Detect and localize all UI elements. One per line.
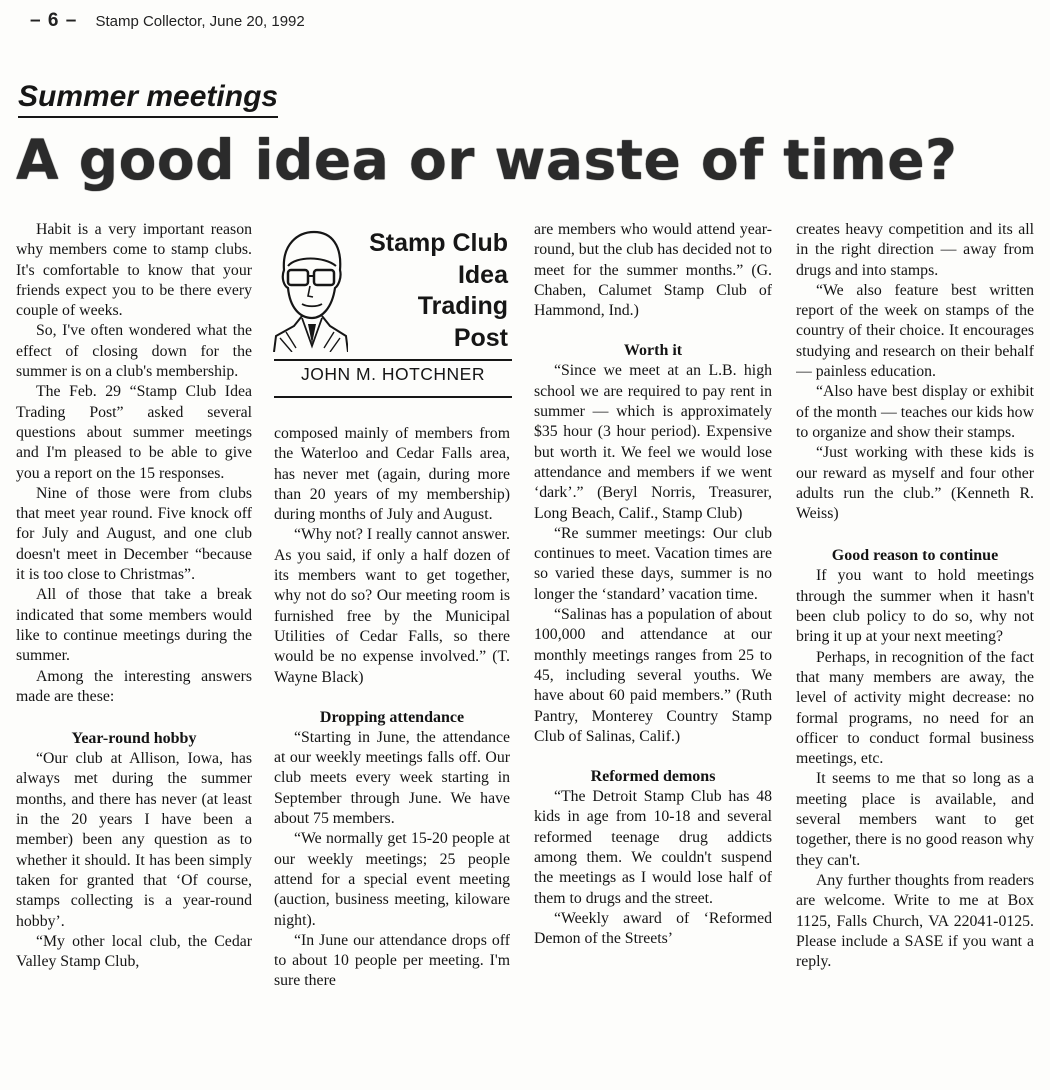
column-logo-title xyxy=(348,228,508,354)
publication-dateline: Stamp Collector, June 20, 1992 xyxy=(95,13,305,30)
paragraph: creates heavy competition and its all in the right direction — away from drugs and into stamps. xyxy=(796,221,1034,279)
article-headline: A good idea or waste of time? xyxy=(16,128,958,192)
article-column-4 xyxy=(796,220,1034,1080)
divider xyxy=(274,396,512,398)
page-header xyxy=(30,10,305,32)
paragraph: Among the interesting answers made are these: xyxy=(16,667,252,705)
article-column-3 xyxy=(534,220,772,1080)
paragraph: “Our club at Allison, Iowa, has always met during the summer months, and there has never (at least in the 20 years I have been a member) been any question as to whether it should. It has been simply taken for granted that ‘Of course, stamps collecting is a year-round hobby’. xyxy=(16,750,252,930)
logo-title-line: Post xyxy=(453,323,508,352)
paragraph: All of those that take a break indicated that some members would like to continue meetings during the summer. xyxy=(16,586,252,665)
subheading-dropping-attendance: Dropping attendance xyxy=(319,708,465,726)
logo-title-line: Trading xyxy=(417,292,508,320)
paragraph: “In June our attendance drops off to about 10 people per meeting. I'm sure there xyxy=(274,931,510,990)
paragraph: If you want to hold meetings through the summer when it hasn't been club policy to do so, why not bring it up at your next meeting? xyxy=(796,567,1034,646)
paragraph: composed mainly of members from the Waterloo and Cedar Falls area, has never met (again, during more than 20 years of my membership) during months of July and August. xyxy=(274,425,510,524)
paragraph: “Since we meet at an L.B. high school we are required to pay rent in summer — which is approximately $35 hour (3 hour period). Expensive but worth it. We feel we would lose attendance and members if we went ‘dark’.” (Beryl Norris, Treasurer, Long Beach, Calif., Stamp Club) xyxy=(534,362,772,522)
paragraph: The Feb. 29 “Stamp Club Idea Trading Post” asked several questions about summer meetings and I'm pleased to be able to give you a report on the 15 responses. xyxy=(16,383,252,482)
paragraph: Nine of those were from clubs that meet year round. Five knock off for July and August, and one club doesn't meet in December “because it is too close to Christmas”. xyxy=(16,484,252,584)
paragraph: “Re summer meetings: Our club continues to meet. Vacation times are so varied these days, summer is no longer the ‘standard’ vacation time. xyxy=(534,524,772,603)
paragraph: “The Detroit Stamp Club has 48 kids in age from 10-18 and several reformed teenage drug addicts among them. We couldn't suspend the meetings as I would lose half of them to drugs and the street. xyxy=(534,788,772,907)
paragraph: “Starting in June, the attendance at our weekly meetings falls off. Our club meets every week starting in September through June. We have about 75 members. xyxy=(274,728,510,828)
logo-title-line: Idea xyxy=(457,260,508,289)
divider xyxy=(274,359,512,361)
paragraph: “We also feature best written report of the week on stamps of the country of their choice. It encourages studying and research on their behalf — painless education. xyxy=(796,281,1034,381)
subheading-reformed-demons: Reformed demons xyxy=(590,768,716,786)
paragraph: are members who would attend year-round, but the club has decided not to meet for the summer months.” (G. Chaben, Calumet Stamp Club of Hammond, Ind.) xyxy=(534,221,772,320)
paragraph: Any further thoughts from readers are welcome. Write to me at Box 1125, Falls Church, VA 22041-0125. Please include a SASE if you want a reply. xyxy=(796,871,1034,971)
paragraph: So, I've often wondered what the effect of closing down for the summer is on a club's membership. xyxy=(16,322,252,381)
paragraph: “Also have best display or exhibit of the month — teaches our kids how to organize and show their stamps. xyxy=(796,383,1034,441)
article-column-1 xyxy=(16,220,252,1080)
article-column-2 xyxy=(274,424,510,1080)
subheading-worth-it: Worth it xyxy=(623,342,683,360)
paragraph: “We normally get 15-20 people at our weekly meetings; 25 people attend for a special event meeting (auction, business meeting, kiloware night). xyxy=(274,830,510,929)
page-number: – 6 – xyxy=(30,10,78,31)
paragraph: It seems to me that so long as a meeting place is available, and several members want to get together, there is no good reason why they can't. xyxy=(796,770,1034,869)
subheading-good-reason: Good reason to continue xyxy=(831,547,999,565)
paragraph: “Just working with these kids is our reward as myself and four other adults run the club.” (Kenneth R. Weiss) xyxy=(796,444,1034,523)
column-logo-box xyxy=(270,222,512,402)
author-byline: JOHN M. HOTCHNER xyxy=(301,364,485,384)
paragraph: “Why not? I really cannot answer. As you said, if only a half dozen of its members want to get together, why not do so? Our meeting room is furnished free by the Municipal Utilities of Cedar Falls, so there would be no expense involved.” (T. Wayne Black) xyxy=(274,526,510,686)
paragraph: Perhaps, in recognition of the fact that many members are away, the level of activity might decrease: no formal programs, no need for an officer to conduct formal business meetings, etc. xyxy=(796,648,1034,768)
logo-title-line: Stamp Club xyxy=(369,229,508,257)
paragraph: “Weekly award of ‘Reformed Demon of the Streets’ xyxy=(534,909,772,948)
columnist-portrait-icon xyxy=(272,226,348,352)
section-kicker: Summer meetings xyxy=(18,80,278,118)
paragraph: “My other local club, the Cedar Valley Stamp Club, xyxy=(16,932,252,971)
paragraph: Habit is a very important reason why members come to stamp clubs. It's comfortable to know that your friends expect you to be there every couple of weeks. xyxy=(16,221,252,320)
paragraph: “Salinas has a population of about 100,000 and attendance at our monthly meetings ranges from 25 to 45, including several youths. We have about 60 paid members.” (Ruth Pantry, Monterey Country Stamp Club of Salinas, Calif.) xyxy=(534,606,772,745)
subheading-year-round-hobby: Year-round hobby xyxy=(71,730,197,748)
